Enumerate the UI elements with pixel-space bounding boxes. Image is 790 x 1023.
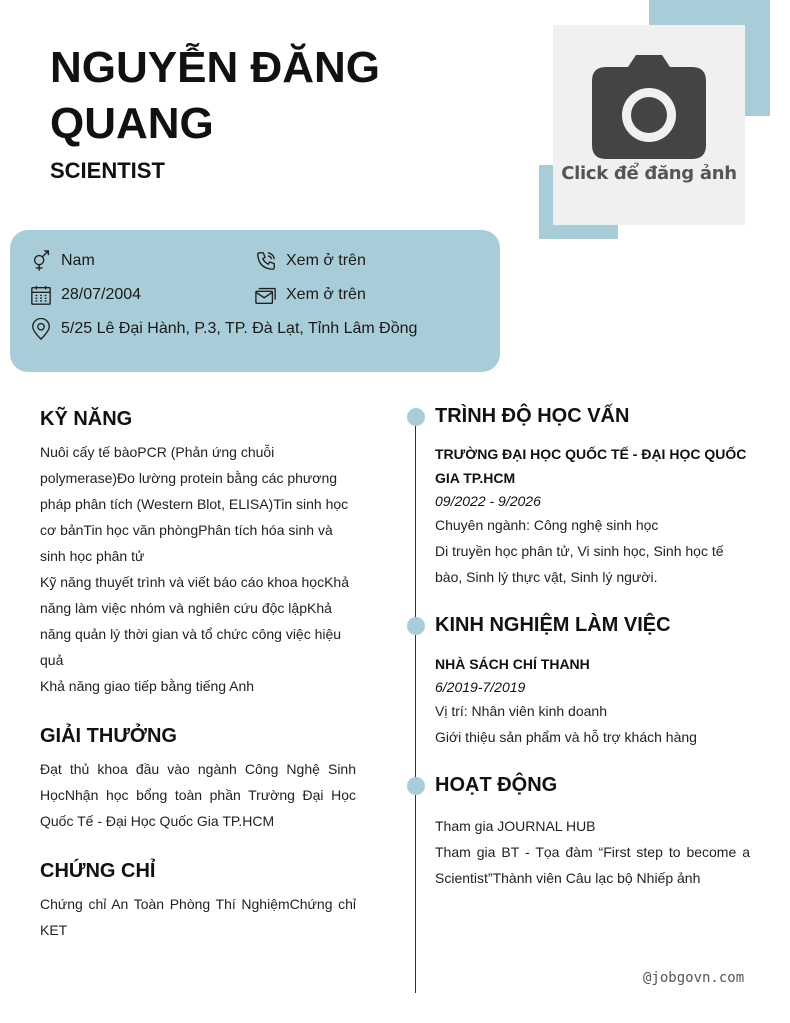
- experience-position: Vị trí: Nhân viên kinh doanh: [435, 703, 607, 719]
- timeline-dot-education: [407, 408, 425, 426]
- calendar-icon: [30, 284, 52, 306]
- skills-line: năng làm việc nhóm và nghiên cứu độc lậpKhả: [40, 600, 332, 616]
- education-date: 09/2022 - 9/2026: [435, 493, 541, 509]
- education-courses: Di truyền học phân tử, Vi sinh học, Sinh học tế bào, Sinh lý thực vật, Sinh lý người.: [435, 543, 724, 585]
- email-text: Xem ở trên: [286, 286, 366, 303]
- info-address: [30, 318, 417, 340]
- certificates-text: Chứng chỉ An Toàn Phòng Thí NghiệmChứng chỉ KET: [40, 896, 356, 938]
- certificates-title: CHỨNG CHỈ: [40, 860, 156, 882]
- gender-icon: [30, 250, 52, 272]
- info-gender: [30, 250, 95, 272]
- education-entry: [435, 442, 753, 590]
- skills-line: polymerase)Đo lường protein bằng các phương: [40, 470, 338, 486]
- camera-icon: [592, 55, 706, 159]
- phone-text: Xem ở trên: [286, 252, 366, 269]
- address-text: 5/25 Lê Đại Hành, P.3, TP. Đà Lạt, Tỉnh Lâm Đồng: [61, 320, 418, 337]
- info-birthdate: [30, 284, 141, 306]
- birthdate-text: 28/07/2004: [61, 286, 142, 303]
- skills-line: quả: [40, 652, 64, 668]
- education-major: Chuyên ngành: Công nghệ sinh học: [435, 517, 659, 533]
- skills-list: [40, 439, 360, 699]
- experience-date: 6/2019-7/2019: [435, 679, 526, 695]
- candidate-role: SCIENTIST: [50, 158, 165, 183]
- experience-title: KINH NGHIỆM LÀM VIỆC: [435, 614, 671, 636]
- awards-title: GIẢI THƯỞNG: [40, 725, 177, 747]
- skills-title: KỸ NĂNG: [40, 408, 133, 430]
- email-icon: [255, 284, 277, 306]
- activity-item: Tham gia JOURNAL HUB: [435, 818, 596, 834]
- name-line-2: QUANG: [50, 99, 214, 148]
- photo-upload-box[interactable]: [553, 25, 745, 225]
- candidate-name: [50, 40, 470, 152]
- skills-line: cơ bảnTin học văn phòngPhân tích hóa sinh và: [40, 522, 333, 538]
- experience-description: Giới thiệu sản phẩm và hỗ trợ khách hàng: [435, 729, 697, 745]
- skills-line: năng quản lý thời gian và tổ chức công việc hiệu: [40, 626, 342, 642]
- watermark: @jobgovn.com: [643, 970, 745, 986]
- education-school: TRƯỜNG ĐẠI HỌC QUỐC TẾ - ĐẠI HỌC QUỐC GIA TP.HCM: [435, 446, 747, 486]
- activity-item: Tham gia BT - Tọa đàm “First step to become a Scientist”Thành viên Câu lạc bộ Nhiếp ảnh: [435, 844, 750, 886]
- activities-list: [435, 813, 750, 891]
- skills-line: pháp phân tích (Western Blot, ELISA)Tin sinh học: [40, 496, 349, 512]
- experience-company: NHÀ SÁCH CHÍ THANH: [435, 656, 590, 672]
- timeline-dot-experience: [407, 617, 425, 635]
- experience-entry: [435, 652, 753, 750]
- name-line-1: NGUYỄN ĐĂNG: [50, 43, 381, 92]
- activities-title: HOẠT ĐỘNG: [435, 774, 558, 796]
- info-phone: [255, 250, 366, 272]
- gender-text: Nam: [61, 252, 95, 269]
- personal-info-box: [10, 230, 500, 372]
- education-title: TRÌNH ĐỘ HỌC VẤN: [435, 405, 630, 427]
- skills-line: Khả năng giao tiếp bằng tiếng Anh: [40, 678, 255, 694]
- phone-icon: [255, 250, 277, 272]
- info-email: [255, 284, 366, 306]
- timeline-dot-activities: [407, 777, 425, 795]
- skills-line: Kỹ năng thuyết trình và viết báo cáo khoa họcKhả: [40, 574, 349, 590]
- location-icon: [30, 318, 52, 340]
- photo-upload-label[interactable]: Click để đăng ảnh: [561, 163, 737, 184]
- awards-text: Đạt thủ khoa đầu vào ngành Công Nghệ Sinh HọcNhận học bổng toàn phần Trường Đại Học Quốc Tế - Đại Học Quốc Gia TP.HCM: [40, 761, 356, 829]
- timeline-line: [415, 416, 416, 993]
- skills-line: sinh học phân tử: [40, 548, 145, 564]
- skills-line: Nuôi cấy tế bàoPCR (Phản ứng chuỗi: [40, 444, 275, 460]
